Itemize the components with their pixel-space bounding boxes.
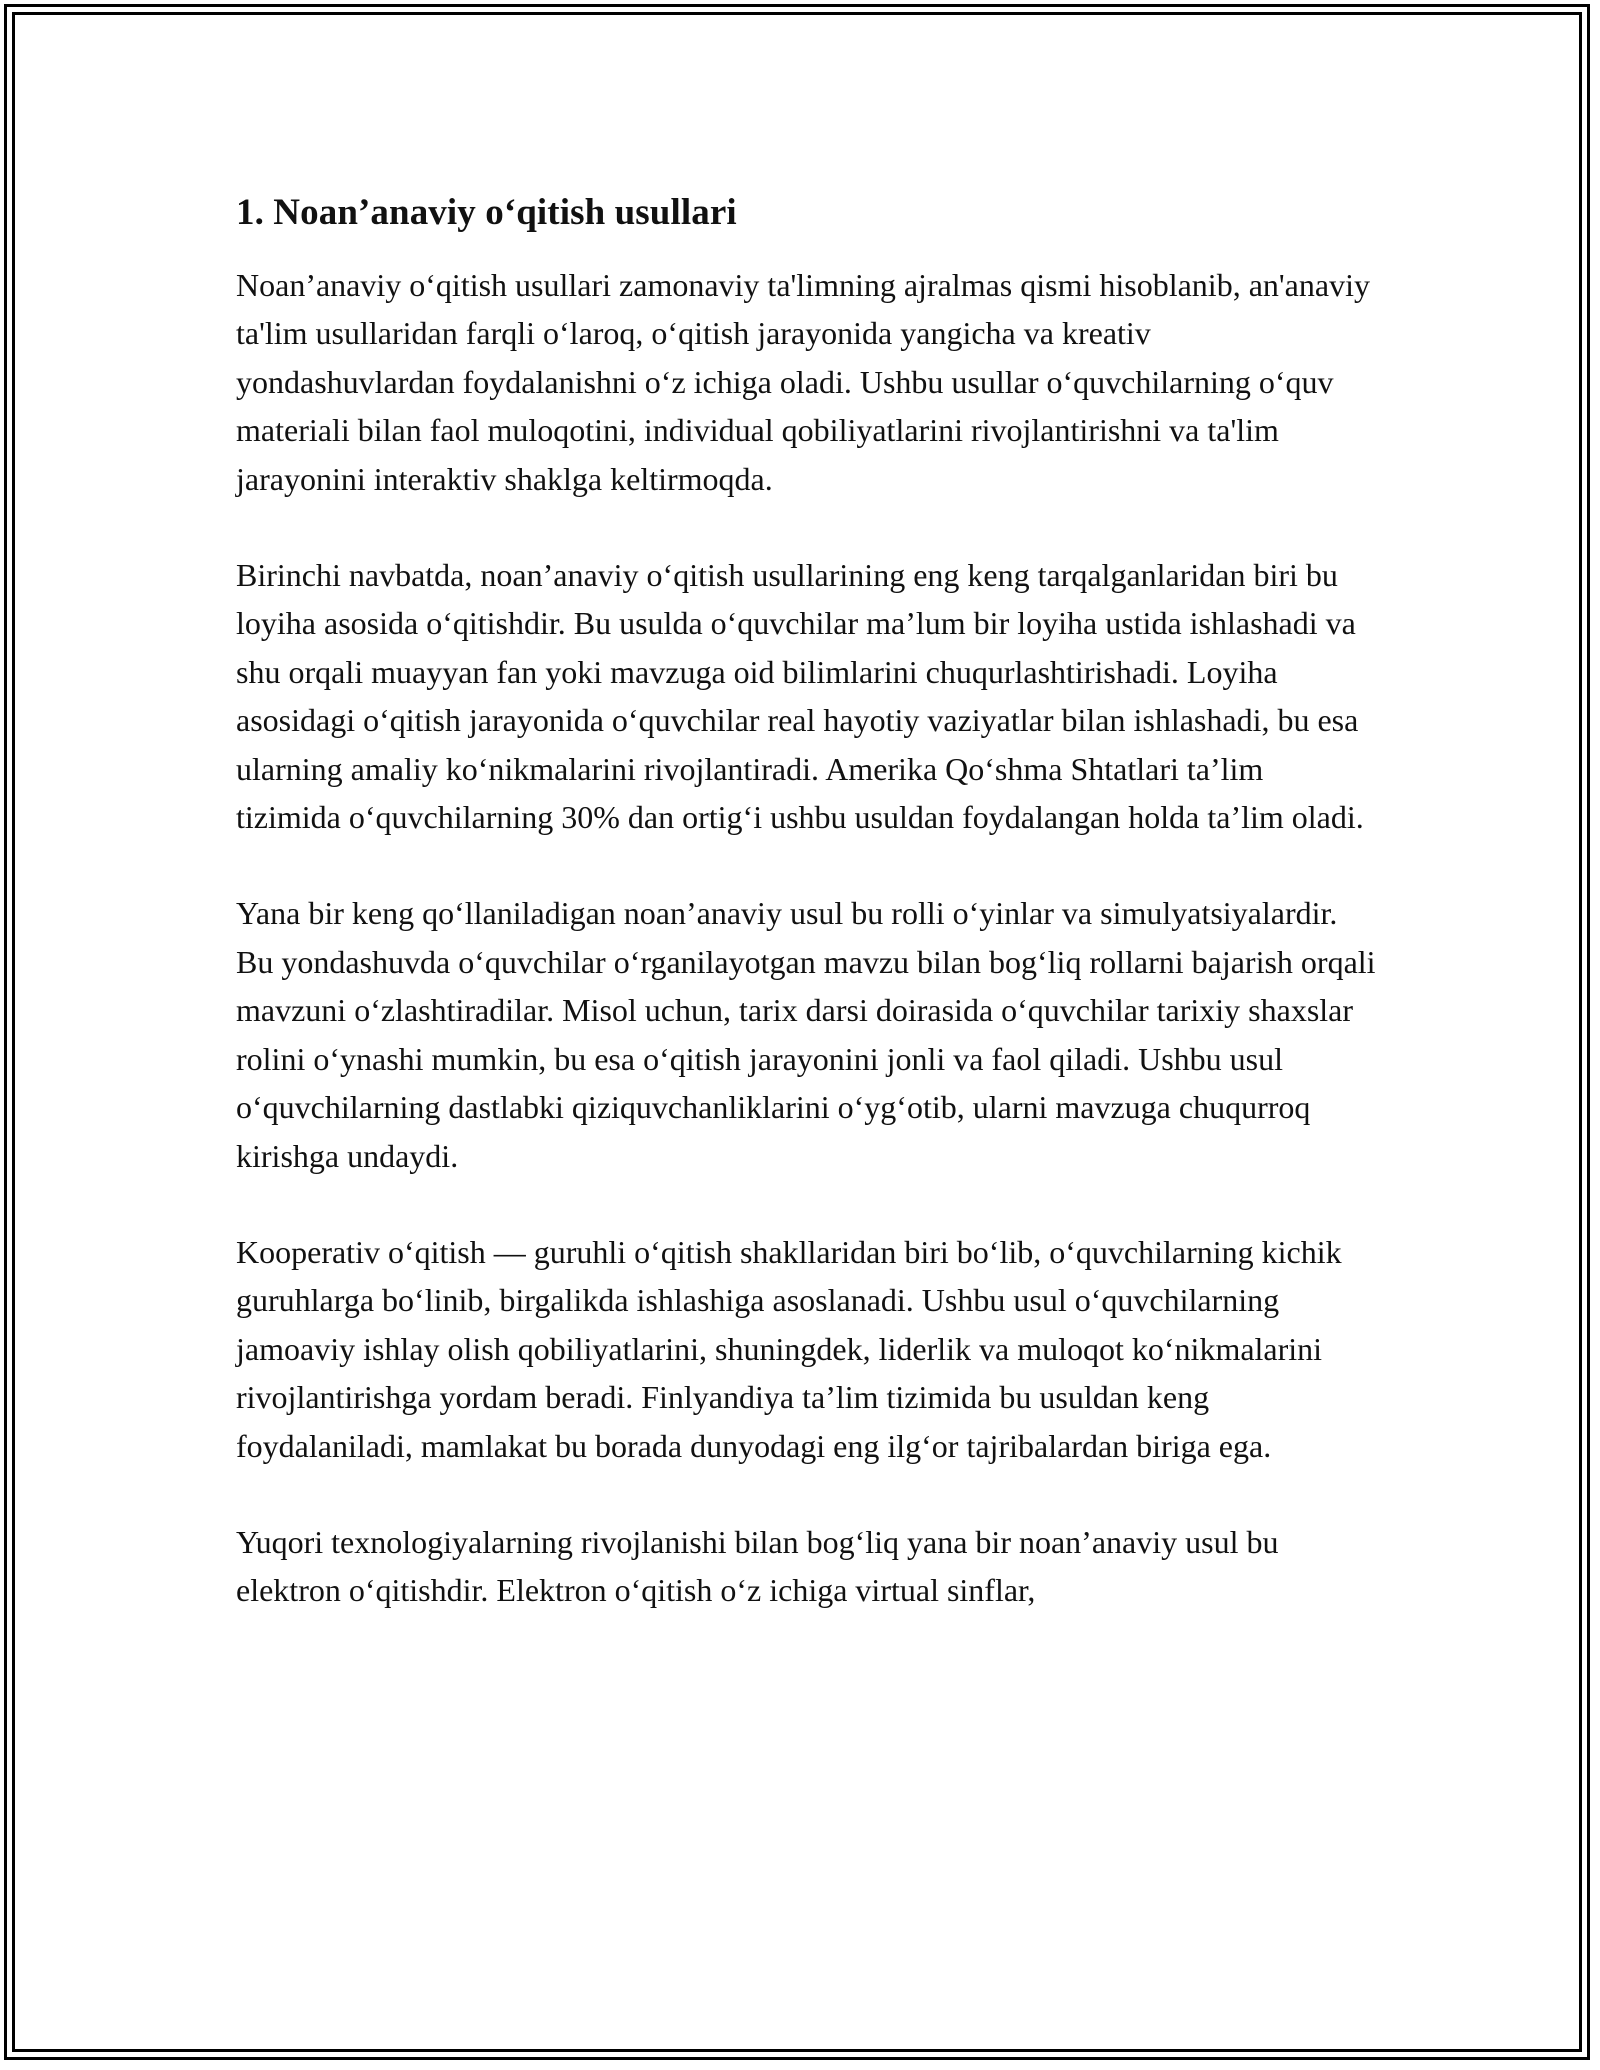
paragraph-intro: Noan’anaviy o‘qitish usullari zamonaviy ta'limning ajralmas qismi hisoblanib, an'anaviy ta'lim usullaridan farqli o‘laroq, o‘qitish jarayonida yangicha va kreativ yondashuvlardan foydalanishni o‘z ichiga oladi. Ushbu usullar o‘quvchilarning o‘quv materiali bilan faol muloqotini, individual qobiliyatlarini rivojlantirishni va ta'lim jarayonini interaktiv shaklga keltirmoqda. [236,267,1370,497]
document-body [236,185,1376,1615]
paragraph-e-learning: Yuqori texnologiyalarning rivojlanishi bilan bog‘liq yana bir noan’anaviy usul bu elektron o‘qitishdir. Elektron o‘qitish o‘z ichiga virtual sinflar, [236,1523,1279,1609]
paragraph-project-based: Birinchi navbatda, noan’anaviy o‘qitish usullarining eng keng tarqalganlaridan biri bu loyiha asosida o‘qitishdir. Bu usulda o‘quvchilar ma’lum bir loyiha ustida ishlashadi va shu orqali muayyan fan yoki mavzuga oid bilimlarini chuqurlashtirishadi. Loyiha asosidagi o‘qitish jarayonida o‘quvchilar real hayotiy vaziyatlar bilan ishlashadi, bu esa ularning amaliy ko‘nikmalarini rivojlantiradi. Amerika Qo‘shma Shtatlari ta’lim tizimida o‘quvchilarning 30% dan ortig‘i ushbu usuldan foydalangan holda ta’lim oladi. [236,557,1364,836]
paragraph-cooperative: Kooperativ o‘qitish — guruhli o‘qitish shakllaridan biri bo‘lib, o‘quvchilarning kichik guruhlarga bo‘linib, birgalikda ishlashiga asoslanadi. Ushbu usul o‘quvchilarning jamoaviy ishlay olish qobiliyatlarini, shuningdek, liderlik va muloqot ko‘nikmalarini rivojlantirishga yordam beradi. Finlyandiya ta’lim tizimida bu usuldan keng foydalaniladi, mamlakat bu borada dunyodagi eng ilg‘or tajribalardan biriga ega. [236,1233,1342,1464]
section-heading: 1. Noan’anaviy o‘qitish usullari [236,192,737,233]
paragraph-role-play: Yana bir keng qo‘llaniladigan noan’anaviy usul bu rolli o‘yinlar va simulyatsiyalardir. Bu yondashuvda o‘quvchilar o‘rganilayotgan mavzu bilan bog‘liq rollarni bajarish orqali mavzuni o‘zlashtiradilar. Misol uchun, tarix darsi doirasida o‘quvchilar tarixiy shaxslar rolini o‘ynashi mumkin, bu esa o‘qitish jarayonini jonli va faol qiladi. Ushbu usul o‘quvchilarning dastlabki qiziquvchanliklarini o‘yg‘otib, ularni mavzuga chuqurroq kirishga undaydi. [236,895,1376,1174]
